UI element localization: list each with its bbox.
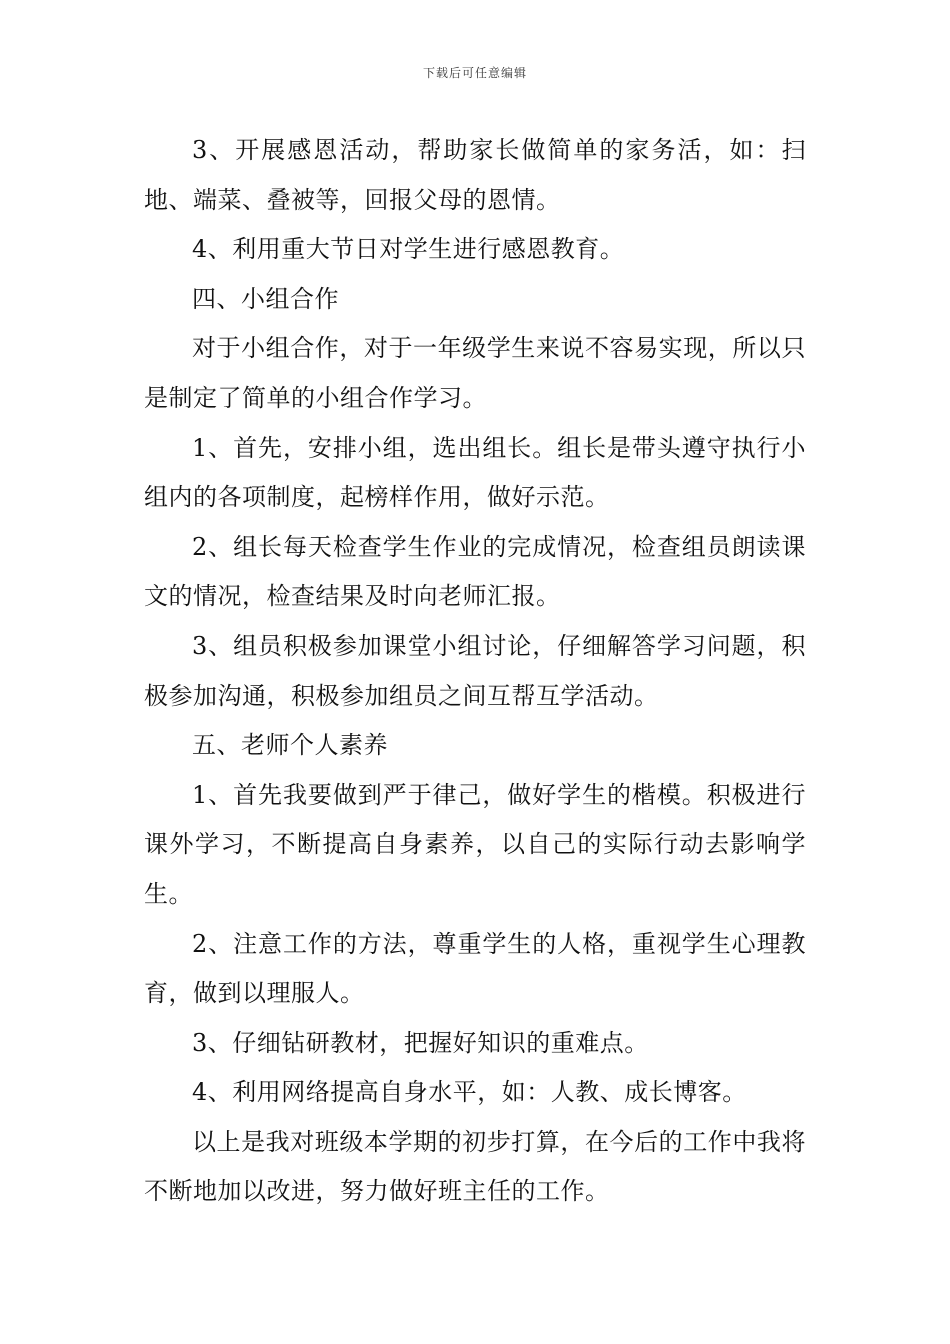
paragraph-4: 1、首先，安排小组，选出组长。组长是带头遵守执行小组内的各项制度，起榜样作用，做好示范。 xyxy=(144,433,806,512)
paragraph-9: 3、仔细钻研教材，把握好知识的重难点。 xyxy=(192,1028,649,1057)
paragraph-1: 3、开展感恩活动，帮助家长做简单的家务活，如：扫地、端菜、叠被等，回报父母的恩情。 xyxy=(144,136,806,214)
document-body xyxy=(144,126,806,1217)
paragraph-5: 2、组长每天检查学生作业的完成情况，检查组员朗读课文的情况，检查结果及时向老师汇报。 xyxy=(144,532,806,611)
paragraph-10: 4、利用网络提高自身水平，如：人教、成长博客。 xyxy=(192,1078,747,1107)
closing-paragraph: 以上是我对班级本学期的初步打算，在今后的工作中我将不断地加以改进，努力做好班主任的工作。 xyxy=(144,1127,806,1206)
paragraph-3: 对于小组合作，对于一年级学生来说不容易实现，所以只是制定了简单的小组合作学习。 xyxy=(144,334,806,412)
paragraph-6: 3、组员积极参加课堂小组讨论，仔细解答学习问题，积极参加沟通，积极参加组员之间互帮互学活动。 xyxy=(144,631,806,710)
section-heading-5: 五、老师个人素养 xyxy=(192,731,388,760)
paragraph-7: 1、首先我要做到严于律己，做好学生的楷模。积极进行课外学习，不断提高自身素养，以自己的实际行动去影响学生。 xyxy=(144,780,806,908)
page-header: 下载后可任意编辑 xyxy=(422,66,527,80)
paragraph-2: 4、利用重大节日对学生进行感恩教育。 xyxy=(192,235,625,264)
section-heading-4: 四、小组合作 xyxy=(192,284,339,313)
paragraph-8: 2、注意工作的方法，尊重学生的人格，重视学生心理教育，做到以理服人。 xyxy=(144,929,806,1008)
